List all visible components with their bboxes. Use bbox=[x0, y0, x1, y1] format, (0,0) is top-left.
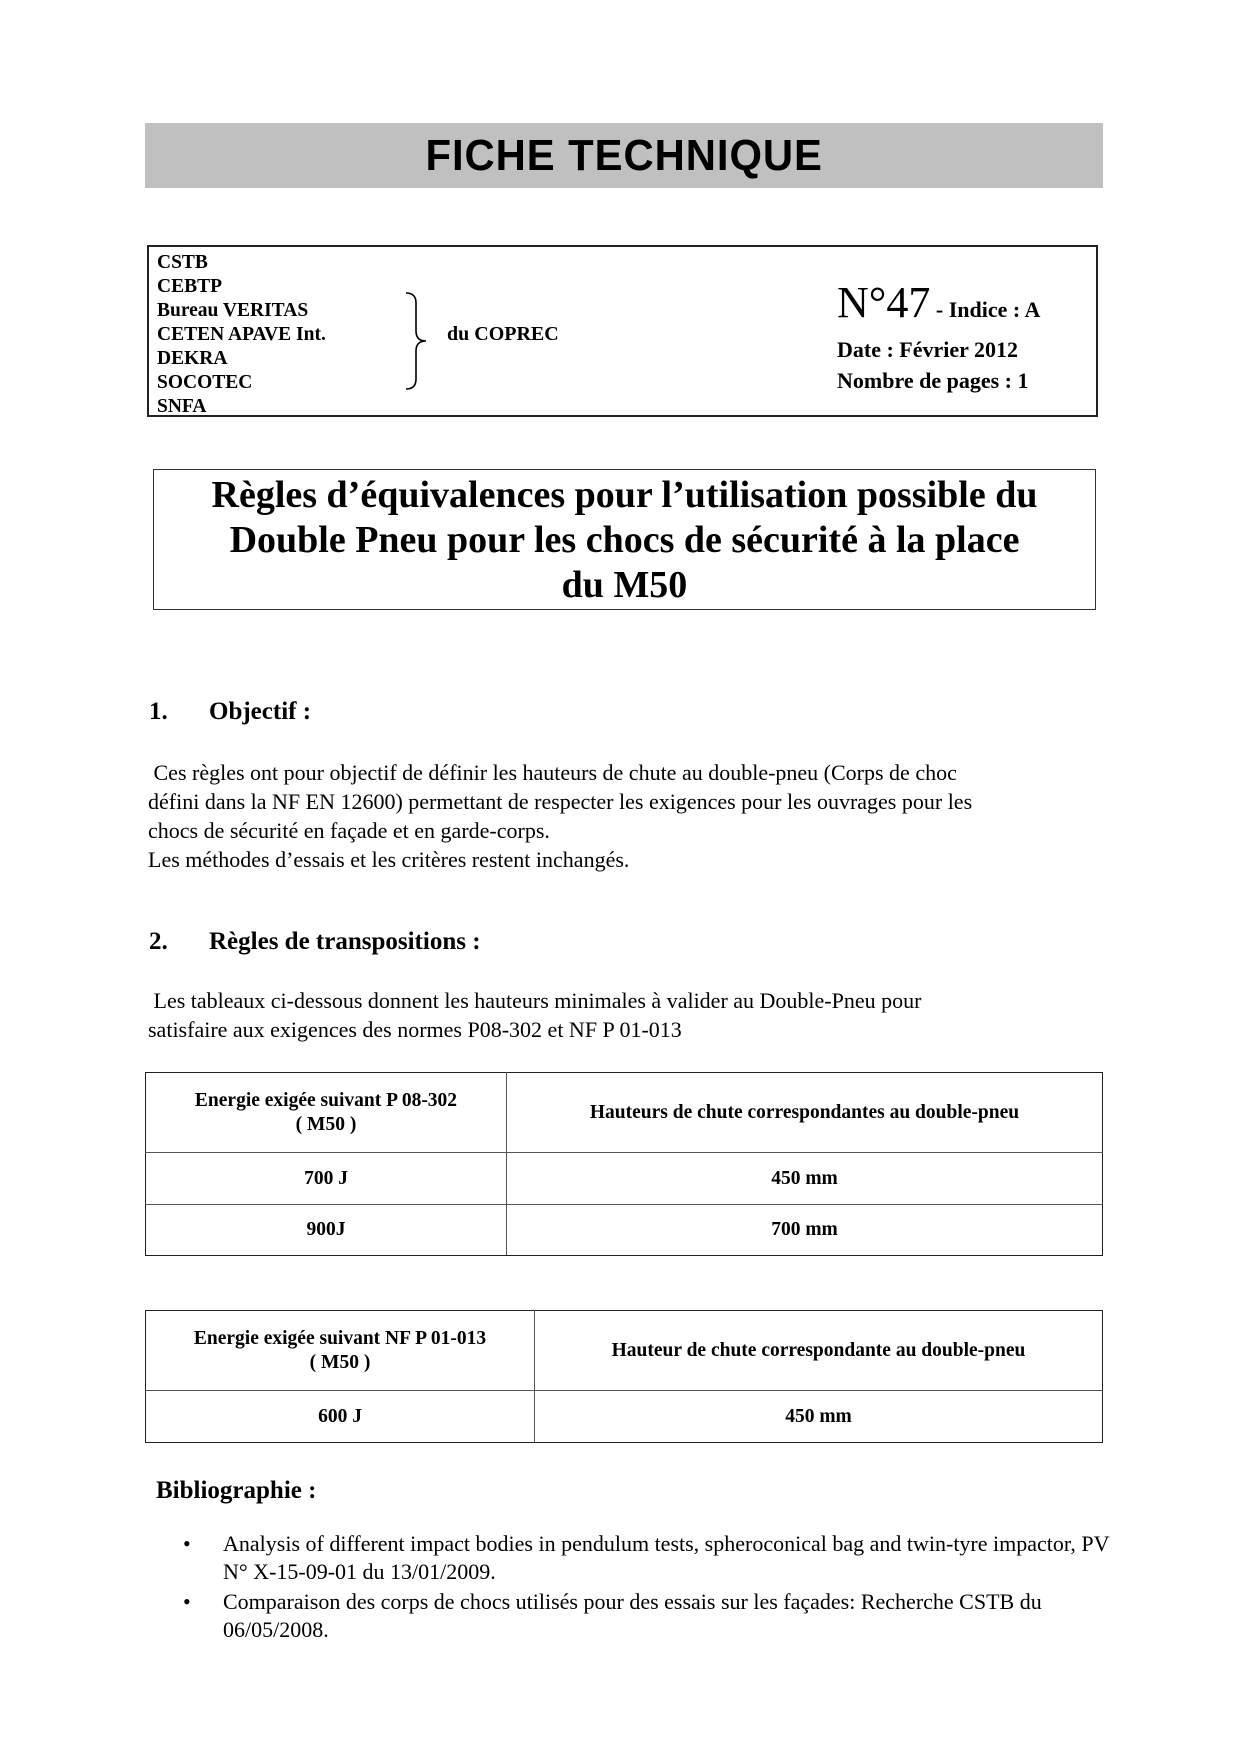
section-heading-transpositions bbox=[149, 928, 481, 956]
title-line: Double Pneu pour les chocs de sécurité à la place bbox=[229, 519, 1020, 561]
transpositions-paragraph bbox=[148, 986, 1108, 1044]
bibliography-item: • Analysis of different impact bodies in pendulum tests, spheroconical bag and twin-tyre impactor, PV N° X-15-09-01 du 13/01/2009. bbox=[183, 1531, 1110, 1584]
org-item: CSTB bbox=[157, 252, 208, 273]
bullet-icon: • bbox=[183, 1589, 191, 1614]
title-line: du M50 bbox=[561, 564, 688, 606]
table-header-cell: Hauteurs de chute correspondantes au double-pneu bbox=[507, 1073, 1103, 1153]
org-item: DEKRA bbox=[157, 348, 228, 369]
document-indice: - Indice : A bbox=[930, 297, 1041, 322]
table-cell-height: 450 mm bbox=[507, 1153, 1103, 1205]
bibliography-heading: Bibliographie : bbox=[156, 1477, 317, 1504]
table-header-row bbox=[146, 1311, 1103, 1391]
page-count: Nombre de pages : 1 bbox=[837, 368, 1029, 393]
table-row bbox=[146, 1391, 1103, 1443]
section-heading-objectif bbox=[149, 698, 311, 726]
title-line: Règles d’équivalences pour l’utilisation possible du bbox=[211, 474, 1038, 516]
document-reference bbox=[837, 278, 1041, 396]
section-title: Objectif : bbox=[209, 698, 312, 725]
table-header-cell: Energie exigée suivant NF P 01-013 ( M50 ) bbox=[146, 1311, 535, 1391]
org-item: SNFA bbox=[157, 396, 207, 417]
curly-brace-icon bbox=[404, 291, 434, 391]
document-number: N°47 bbox=[837, 278, 931, 327]
fiche-technique-banner bbox=[145, 123, 1103, 188]
paragraph-line: chocs de sécurité en façade et en garde-corps. bbox=[148, 818, 550, 843]
org-item: CETEN APAVE Int. bbox=[157, 324, 326, 345]
organizations-list bbox=[157, 251, 326, 419]
bullet-icon: • bbox=[183, 1531, 191, 1556]
coprec-label: du COPREC bbox=[447, 323, 559, 345]
table-row bbox=[146, 1205, 1103, 1256]
section-number: 2. bbox=[149, 928, 168, 955]
section-title: Règles de transpositions : bbox=[209, 928, 481, 955]
table-p08-302 bbox=[145, 1072, 1103, 1256]
header-info-box bbox=[147, 245, 1098, 417]
table-cell-energy: 900J bbox=[146, 1205, 507, 1256]
paragraph-line: Les tableaux ci-dessous donnent les hauteurs minimales à valider au Double-Pneu pour bbox=[148, 988, 922, 1013]
document-title-box bbox=[153, 469, 1096, 610]
table-cell-energy: 600 J bbox=[146, 1391, 535, 1443]
paragraph-line: défini dans la NF EN 12600) permettant de respecter les exigences pour les ouvrages pour les bbox=[148, 789, 973, 814]
org-item: SOCOTEC bbox=[157, 372, 253, 393]
table-cell-height: 700 mm bbox=[507, 1205, 1103, 1256]
objectif-paragraph bbox=[148, 758, 1108, 874]
bibliography-list bbox=[183, 1530, 1113, 1646]
org-item: Bureau VERITAS bbox=[157, 300, 309, 321]
table-nf-p-01-013 bbox=[145, 1310, 1103, 1443]
banner-title: FICHE TECHNIQUE bbox=[425, 130, 823, 180]
paragraph-line: Les méthodes d’essais et les critères restent inchangés. bbox=[148, 847, 630, 872]
document-date: Date : Février 2012 bbox=[837, 337, 1019, 362]
bibliography-item: • Comparaison des corps de chocs utilisés pour des essais sur les façades: Recherche CSTB du 06/05/2008. bbox=[183, 1589, 1042, 1642]
org-item: CEBTP bbox=[157, 276, 223, 297]
table-header-row bbox=[146, 1073, 1103, 1153]
table-cell-height: 450 mm bbox=[535, 1391, 1103, 1443]
table-cell-energy: 700 J bbox=[146, 1153, 507, 1205]
table-header-cell: Hauteur de chute correspondante au double-pneu bbox=[535, 1311, 1103, 1391]
paragraph-line: Ces règles ont pour objectif de définir les hauteurs de chute au double-pneu (Corps de choc bbox=[148, 760, 957, 785]
table-row bbox=[146, 1153, 1103, 1205]
paragraph-line: satisfaire aux exigences des normes P08-302 et NF P 01-013 bbox=[148, 1017, 682, 1042]
section-number: 1. bbox=[149, 698, 168, 725]
table-header-cell: Energie exigée suivant P 08-302 ( M50 ) bbox=[146, 1073, 507, 1153]
